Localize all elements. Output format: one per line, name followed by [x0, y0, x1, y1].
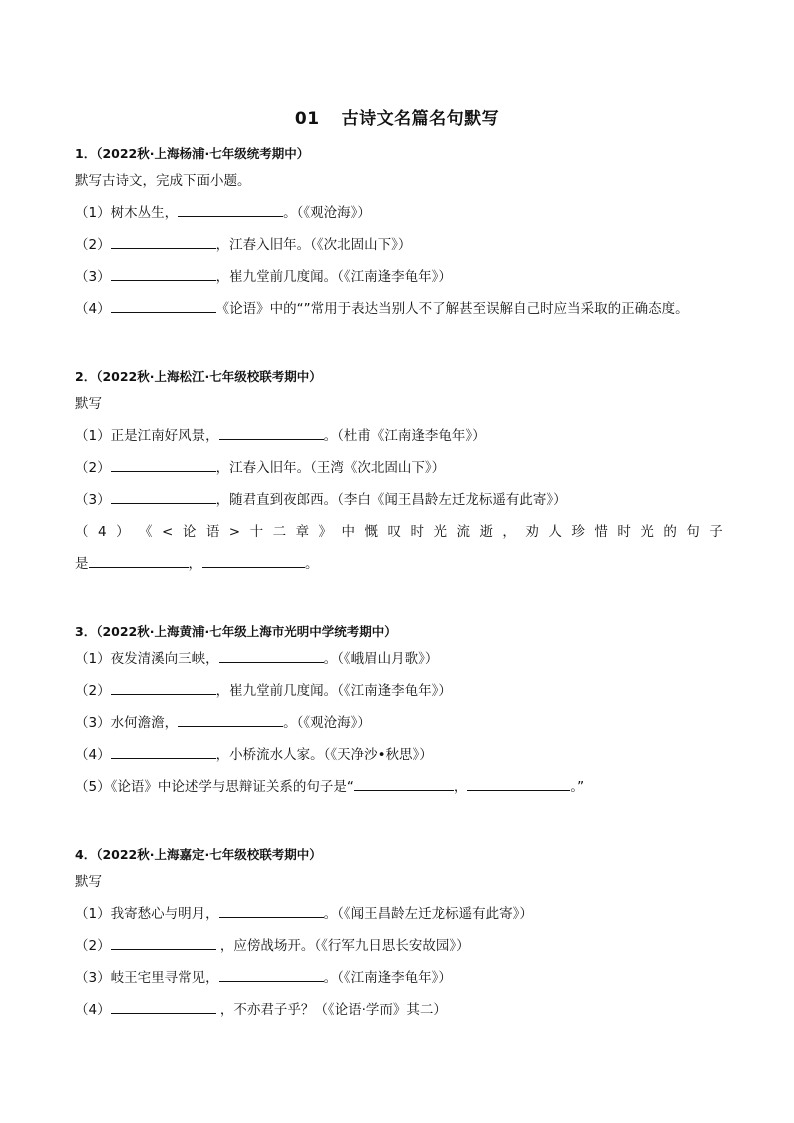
justified-char: 中 [341, 524, 356, 540]
question-header: 1．（2022秋·上海杨浦·七年级统考期中） [75, 146, 310, 161]
justified-char: 时 [617, 524, 631, 540]
answer-blank[interactable] [111, 266, 216, 281]
question-3 [75, 621, 725, 808]
answer-blank[interactable] [111, 935, 216, 950]
item-4-justified [75, 521, 723, 553]
answer-blank[interactable] [89, 553, 189, 568]
justified-char: ） [116, 524, 130, 540]
question-1 [75, 143, 725, 330]
justified-char: 叹 [387, 524, 401, 540]
answer-blank[interactable] [219, 903, 324, 918]
item-1: （1）正是江南好风景， 。（杜甫《江南逢李龟年》） [75, 425, 725, 457]
item-4-continued: 是 ， 。 [75, 553, 725, 585]
justified-char: 章 [295, 524, 310, 540]
justified-char: > [228, 524, 241, 540]
justified-char: 流 [456, 524, 470, 540]
section-title: 古诗文名篇名句默写 [341, 109, 500, 129]
item-3: （3）水何澹澹， 。（《观沧海》） [75, 712, 725, 744]
page-title [0, 104, 794, 129]
justified-char: 珍 [571, 524, 585, 540]
item-3: （3） ，崔九堂前几度闻。（《江南逢李龟年》） [75, 266, 725, 298]
justified-char: 二 [272, 524, 287, 540]
justified-char: 时 [410, 524, 424, 540]
justified-char: 慨 [364, 524, 379, 540]
item-2: （2） ，江春入旧年。（王湾《次北固山下》） [75, 457, 725, 489]
answer-blank[interactable] [178, 202, 283, 217]
question-header: 3．（2022秋·上海黄浦·七年级上海市光明中学统考期中） [75, 624, 397, 639]
item-1: （1）夜发清溪向三峡， 。（《峨眉山月歌》） [75, 648, 725, 680]
justified-char: 的 [663, 524, 677, 540]
answer-blank[interactable] [354, 776, 454, 791]
justified-char: 论 [182, 524, 197, 540]
answer-blank[interactable] [111, 999, 216, 1014]
item-1: （1）树木丛生， 。（《观沧海》） [75, 202, 725, 234]
question-header: 4．（2022秋·上海嘉定·七年级校联考期中） [75, 847, 322, 862]
answer-blank[interactable] [111, 744, 216, 759]
item-3: （3） ，随君直到夜郎西。（李白《闻王昌龄左迁龙标遥有此寄》） [75, 489, 725, 521]
answer-blank[interactable] [111, 680, 216, 695]
justified-char: 句 [686, 524, 700, 540]
justified-char: 子 [709, 524, 723, 540]
item-3: （3）岐王宅里寻常见， 。（《江南逢李龟年》） [75, 967, 725, 999]
justified-char: 逝 [479, 524, 493, 540]
answer-blank[interactable] [111, 234, 216, 249]
item-2: （2） ，江春入旧年。（《次北固山下》） [75, 234, 725, 266]
question-header: 2．（2022秋·上海松江·七年级校联考期中） [75, 369, 322, 384]
question-4 [75, 844, 725, 1031]
item-1: （1）我寄愁心与明月， 。（《闻王昌龄左迁龙标遥有此寄》） [75, 903, 725, 935]
justified-char: 光 [433, 524, 447, 540]
justified-char: 《 [139, 524, 153, 540]
item-4: （4） ，小桥流水人家。（《天净沙•秋思》） [75, 744, 725, 776]
item-2: （2） ，应傍战场开。（《行军九日思长安故园》） [75, 935, 725, 967]
section-number: 01 [294, 109, 320, 129]
justified-char: （ [75, 524, 89, 540]
justified-char: 》 [318, 524, 333, 540]
justified-char: 十 [249, 524, 264, 540]
answer-blank[interactable] [178, 712, 283, 727]
item-4: （4） ，不亦君子乎？（《论语·学而》其二） [75, 999, 725, 1031]
question-2 [75, 366, 725, 585]
answer-blank[interactable] [467, 776, 570, 791]
justified-char: 光 [640, 524, 654, 540]
answer-blank[interactable] [111, 457, 216, 472]
justified-char: 语 [205, 524, 220, 540]
answer-blank[interactable] [111, 298, 216, 313]
question-intro: 默写古诗文，完成下面小题。 [75, 173, 251, 189]
answer-blank[interactable] [219, 425, 324, 440]
answer-blank[interactable] [111, 489, 216, 504]
item-2: （2） ，崔九堂前几度闻。（《江南逢李龟年》） [75, 680, 725, 712]
justified-char: 惜 [594, 524, 608, 540]
justified-char: 4 [97, 524, 107, 540]
justified-char: 劝 [525, 524, 539, 540]
answer-blank[interactable] [219, 967, 324, 982]
answer-blank[interactable] [219, 648, 324, 663]
answer-blank[interactable] [202, 553, 305, 568]
justified-char: 人 [548, 524, 562, 540]
item-5: （5）《论语》中论述学与思辩证关系的句子是“ ， 。” [75, 776, 725, 808]
question-intro: 默写 [75, 396, 102, 412]
item-4: （4） 《论语》中的“”常用于表达当别人不了解甚至误解自己时应当采取的正确态度。 [75, 298, 725, 330]
justified-char: < [162, 524, 174, 540]
justified-char: ， [502, 524, 516, 540]
question-intro: 默写 [75, 874, 102, 890]
